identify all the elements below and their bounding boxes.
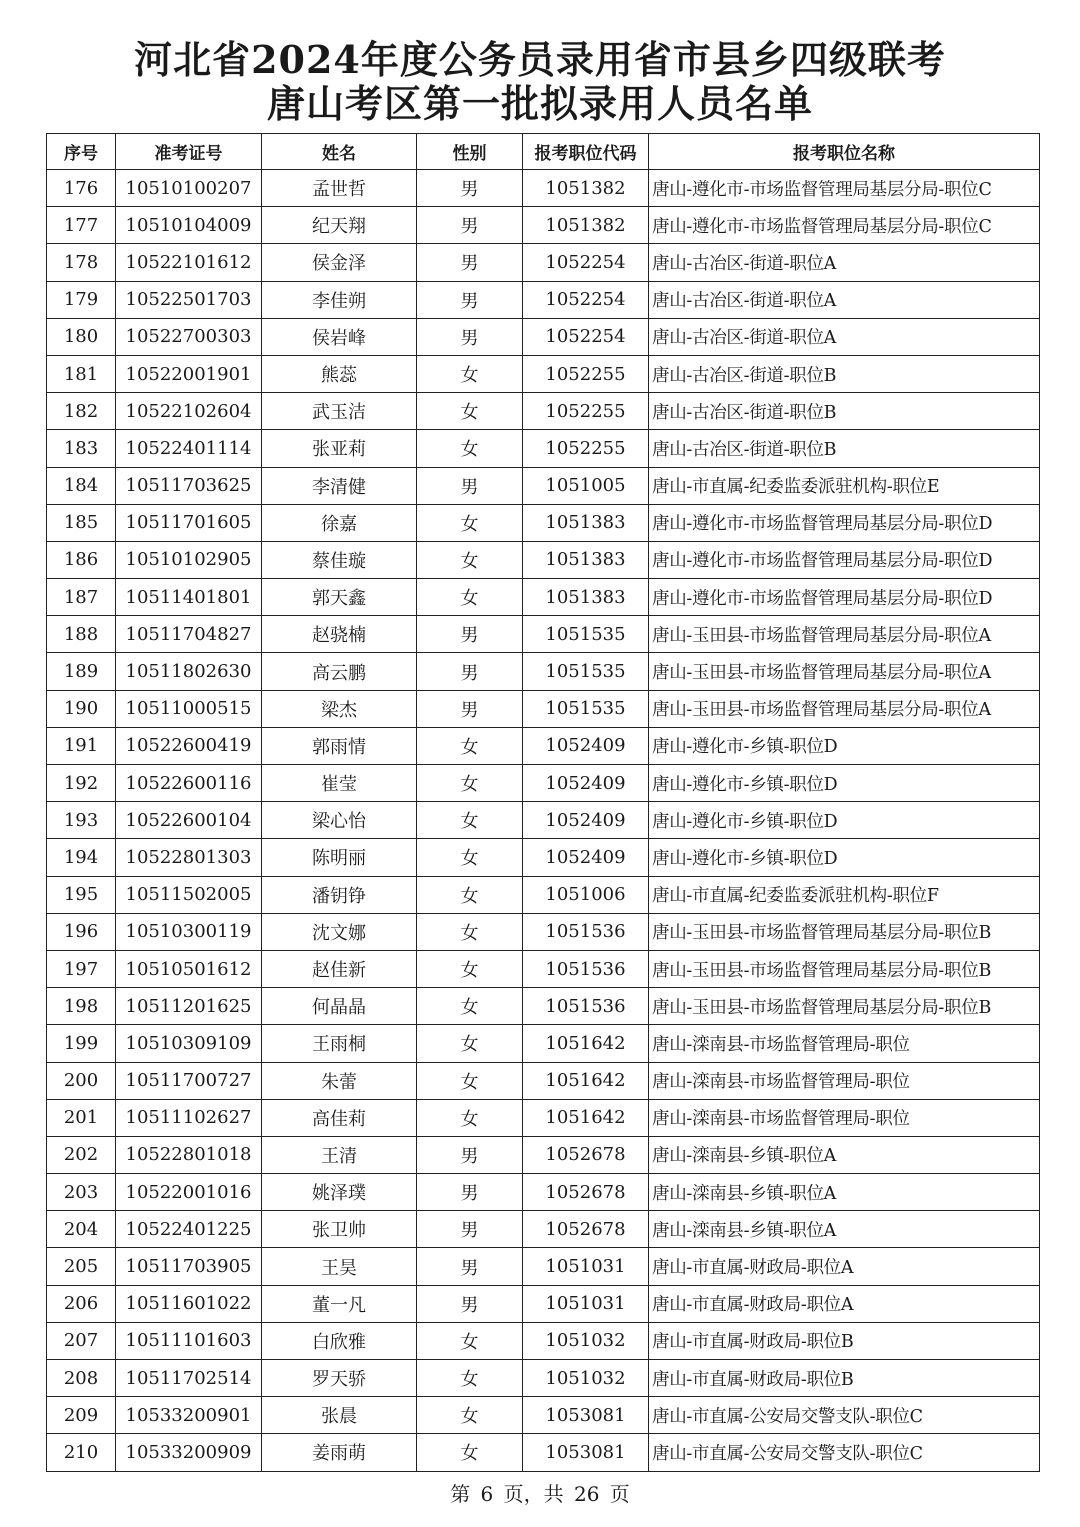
row-name: 赵骁楠 (262, 616, 417, 653)
row-name: 王雨桐 (262, 1025, 417, 1062)
row-position-code: 1051535 (523, 653, 649, 690)
row-seq: 197 (47, 950, 116, 987)
row-position-name: 唐山-古冶区-街道-职位A (649, 281, 1040, 318)
row-position-code: 1051032 (523, 1322, 649, 1359)
table-row (47, 355, 1040, 392)
row-exam-id: 10510309109 (116, 1025, 262, 1062)
row-exam-id: 10510300119 (116, 913, 262, 950)
table-row (47, 802, 1040, 839)
row-position-name: 唐山-遵化市-市场监督管理局基层分局-职位D (649, 579, 1040, 616)
table-row (47, 876, 1040, 913)
row-position-name: 唐山-古冶区-街道-职位A (649, 244, 1040, 281)
row-position-code: 1051642 (523, 1025, 649, 1062)
row-gender: 女 (417, 1099, 523, 1136)
row-exam-id: 10511703905 (116, 1248, 262, 1285)
row-position-name: 唐山-市直属-纪委监委派驻机构-职位F (649, 876, 1040, 913)
row-position-code: 1052255 (523, 430, 649, 467)
table-body (47, 170, 1040, 1472)
row-seq: 210 (47, 1434, 116, 1471)
header-position-code: 报考职位代码 (523, 134, 649, 170)
row-seq: 206 (47, 1285, 116, 1322)
page-title-line1: 河北省2024年度公务员录用省市县乡四级联考 (134, 37, 946, 82)
row-exam-id: 10511502005 (116, 876, 262, 913)
row-seq: 182 (47, 393, 116, 430)
row-exam-id: 10510102905 (116, 541, 262, 578)
row-gender: 女 (417, 802, 523, 839)
row-name: 张晨 (262, 1397, 417, 1434)
row-seq: 198 (47, 988, 116, 1025)
candidates-table (46, 133, 1040, 1472)
row-position-code: 1052409 (523, 802, 649, 839)
row-name: 赵佳新 (262, 950, 417, 987)
row-position-name: 唐山-玉田县-市场监督管理局基层分局-职位A (649, 653, 1040, 690)
row-position-code: 1052409 (523, 839, 649, 876)
row-gender: 女 (417, 430, 523, 467)
row-gender: 男 (417, 1211, 523, 1248)
row-seq: 207 (47, 1322, 116, 1359)
row-seq: 202 (47, 1136, 116, 1173)
row-position-code: 1053081 (523, 1397, 649, 1434)
row-name: 高云鹏 (262, 653, 417, 690)
row-gender: 男 (417, 281, 523, 318)
row-exam-id: 10522401225 (116, 1211, 262, 1248)
row-seq: 199 (47, 1025, 116, 1062)
table-row (47, 170, 1040, 207)
row-exam-id: 10522600104 (116, 802, 262, 839)
table-row (47, 690, 1040, 727)
row-name: 武玉洁 (262, 393, 417, 430)
row-gender: 女 (417, 876, 523, 913)
row-name: 何晶晶 (262, 988, 417, 1025)
table-row (47, 1211, 1040, 1248)
row-position-name: 唐山-滦南县-市场监督管理局-职位 (649, 1025, 1040, 1062)
row-exam-id: 10522001016 (116, 1174, 262, 1211)
row-exam-id: 10533200901 (116, 1397, 262, 1434)
page-footer: 第 6 页，共 26 页 (450, 1482, 630, 1506)
table-row (47, 988, 1040, 1025)
row-seq: 178 (47, 244, 116, 281)
table-row (47, 541, 1040, 578)
row-position-name: 唐山-市直属-财政局-职位B (649, 1322, 1040, 1359)
row-position-code: 1052678 (523, 1211, 649, 1248)
table-row (47, 1099, 1040, 1136)
row-position-code: 1051383 (523, 504, 649, 541)
row-exam-id: 10511601022 (116, 1285, 262, 1322)
row-name: 王清 (262, 1136, 417, 1173)
row-name: 李清健 (262, 467, 417, 504)
row-position-name: 唐山-古冶区-街道-职位B (649, 355, 1040, 392)
row-position-name: 唐山-遵化市-乡镇-职位D (649, 802, 1040, 839)
row-seq: 186 (47, 541, 116, 578)
row-position-name: 唐山-古冶区-街道-职位A (649, 318, 1040, 355)
row-position-code: 1052255 (523, 355, 649, 392)
row-gender: 女 (417, 1062, 523, 1099)
row-seq: 204 (47, 1211, 116, 1248)
row-exam-id: 10511401801 (116, 579, 262, 616)
row-name: 徐嘉 (262, 504, 417, 541)
row-gender: 女 (417, 950, 523, 987)
row-seq: 187 (47, 579, 116, 616)
row-position-code: 1051032 (523, 1360, 649, 1397)
row-gender: 男 (417, 318, 523, 355)
table-row (47, 913, 1040, 950)
row-exam-id: 10533200909 (116, 1434, 262, 1471)
table-row (47, 467, 1040, 504)
row-position-name: 唐山-市直属-公安局交警支队-职位C (649, 1397, 1040, 1434)
row-name: 潘钥铮 (262, 876, 417, 913)
row-position-name: 唐山-遵化市-乡镇-职位D (649, 765, 1040, 802)
row-seq: 192 (47, 765, 116, 802)
row-gender: 女 (417, 541, 523, 578)
row-name: 沈文娜 (262, 913, 417, 950)
row-position-name: 唐山-遵化市-乡镇-职位D (649, 839, 1040, 876)
row-seq: 179 (47, 281, 116, 318)
row-name: 张卫帅 (262, 1211, 417, 1248)
table-row (47, 1062, 1040, 1099)
row-seq: 196 (47, 913, 116, 950)
row-gender: 女 (417, 988, 523, 1025)
table-row (47, 1248, 1040, 1285)
row-exam-id: 10522801018 (116, 1136, 262, 1173)
row-gender: 男 (417, 207, 523, 244)
row-gender: 女 (417, 579, 523, 616)
row-position-code: 1051006 (523, 876, 649, 913)
row-position-name: 唐山-古冶区-街道-职位B (649, 430, 1040, 467)
table-header-row (47, 134, 1040, 170)
row-name: 董一凡 (262, 1285, 417, 1322)
row-position-code: 1051383 (523, 579, 649, 616)
row-exam-id: 10511201625 (116, 988, 262, 1025)
row-name: 白欣雅 (262, 1322, 417, 1359)
table-row (47, 1434, 1040, 1471)
row-seq: 205 (47, 1248, 116, 1285)
row-name: 高佳莉 (262, 1099, 417, 1136)
row-gender: 女 (417, 1360, 523, 1397)
row-gender: 女 (417, 393, 523, 430)
table-row (47, 504, 1040, 541)
row-position-name: 唐山-市直属-财政局-职位A (649, 1248, 1040, 1285)
row-position-name: 唐山-滦南县-乡镇-职位A (649, 1174, 1040, 1211)
row-seq: 184 (47, 467, 116, 504)
header-exam-id: 准考证号 (116, 134, 262, 170)
row-position-name: 唐山-滦南县-乡镇-职位A (649, 1211, 1040, 1248)
row-exam-id: 10511701605 (116, 504, 262, 541)
row-exam-id: 10511704827 (116, 616, 262, 653)
table-row (47, 950, 1040, 987)
row-name: 蔡佳璇 (262, 541, 417, 578)
table-row (47, 1285, 1040, 1322)
row-position-name: 唐山-遵化市-市场监督管理局基层分局-职位D (649, 541, 1040, 578)
row-position-name: 唐山-滦南县-市场监督管理局-职位 (649, 1062, 1040, 1099)
row-exam-id: 10522600419 (116, 727, 262, 764)
row-gender: 男 (417, 1174, 523, 1211)
row-position-code: 1052409 (523, 727, 649, 764)
row-exam-id: 10522101612 (116, 244, 262, 281)
row-gender: 女 (417, 1397, 523, 1434)
row-position-code: 1051536 (523, 950, 649, 987)
row-name: 侯金泽 (262, 244, 417, 281)
row-name: 孟世哲 (262, 170, 417, 207)
row-seq: 194 (47, 839, 116, 876)
table-row (47, 1174, 1040, 1211)
row-gender: 女 (417, 355, 523, 392)
row-seq: 181 (47, 355, 116, 392)
row-position-code: 1052254 (523, 318, 649, 355)
row-exam-id: 10522102604 (116, 393, 262, 430)
header-gender: 性别 (417, 134, 523, 170)
row-position-name: 唐山-遵化市-市场监督管理局基层分局-职位D (649, 504, 1040, 541)
row-seq: 176 (47, 170, 116, 207)
row-exam-id: 10511000515 (116, 690, 262, 727)
row-seq: 185 (47, 504, 116, 541)
row-seq: 209 (47, 1397, 116, 1434)
row-position-code: 1051536 (523, 988, 649, 1025)
row-name: 侯岩峰 (262, 318, 417, 355)
row-position-code: 1052678 (523, 1174, 649, 1211)
row-seq: 183 (47, 430, 116, 467)
row-exam-id: 10511101603 (116, 1322, 262, 1359)
table-row (47, 1397, 1040, 1434)
table-row (47, 430, 1040, 467)
row-gender: 女 (417, 504, 523, 541)
row-position-code: 1051642 (523, 1099, 649, 1136)
row-position-name: 唐山-玉田县-市场监督管理局基层分局-职位B (649, 988, 1040, 1025)
row-position-name: 唐山-市直属-公安局交警支队-职位C (649, 1434, 1040, 1471)
row-exam-id: 10511102627 (116, 1099, 262, 1136)
row-position-name: 唐山-玉田县-市场监督管理局基层分局-职位A (649, 616, 1040, 653)
row-gender: 男 (417, 244, 523, 281)
row-position-name: 唐山-玉田县-市场监督管理局基层分局-职位B (649, 913, 1040, 950)
row-position-code: 1053081 (523, 1434, 649, 1471)
table-row (47, 207, 1040, 244)
row-gender: 女 (417, 839, 523, 876)
row-position-code: 1052255 (523, 393, 649, 430)
table-row (47, 653, 1040, 690)
row-seq: 177 (47, 207, 116, 244)
row-position-name: 唐山-遵化市-市场监督管理局基层分局-职位C (649, 207, 1040, 244)
row-name: 崔莹 (262, 765, 417, 802)
row-exam-id: 10511802630 (116, 653, 262, 690)
row-gender: 男 (417, 1136, 523, 1173)
row-position-code: 1051005 (523, 467, 649, 504)
row-seq: 203 (47, 1174, 116, 1211)
header-position-name: 报考职位名称 (649, 134, 1040, 170)
row-gender: 男 (417, 690, 523, 727)
row-position-code: 1051535 (523, 616, 649, 653)
row-gender: 女 (417, 727, 523, 764)
row-name: 郭雨情 (262, 727, 417, 764)
row-position-name: 唐山-遵化市-市场监督管理局基层分局-职位C (649, 170, 1040, 207)
row-gender: 男 (417, 653, 523, 690)
row-seq: 208 (47, 1360, 116, 1397)
row-position-name: 唐山-市直属-纪委监委派驻机构-职位E (649, 467, 1040, 504)
row-exam-id: 10522401114 (116, 430, 262, 467)
row-seq: 188 (47, 616, 116, 653)
page-title-line2: 唐山考区第一批拟录用人员名单 (266, 81, 813, 126)
row-gender: 女 (417, 913, 523, 950)
row-gender: 女 (417, 765, 523, 802)
row-exam-id: 10511703625 (116, 467, 262, 504)
row-exam-id: 10522001901 (116, 355, 262, 392)
row-position-code: 1051031 (523, 1285, 649, 1322)
table-row (47, 579, 1040, 616)
row-position-name: 唐山-市直属-财政局-职位A (649, 1285, 1040, 1322)
table-row (47, 1025, 1040, 1062)
row-name: 朱蕾 (262, 1062, 417, 1099)
row-name: 罗天骄 (262, 1360, 417, 1397)
row-name: 梁杰 (262, 690, 417, 727)
table-row (47, 318, 1040, 355)
row-name: 陈明丽 (262, 839, 417, 876)
row-position-code: 1051535 (523, 690, 649, 727)
row-name: 姜雨萌 (262, 1434, 417, 1471)
row-position-name: 唐山-玉田县-市场监督管理局基层分局-职位B (649, 950, 1040, 987)
table-row (47, 1322, 1040, 1359)
row-name: 姚泽璞 (262, 1174, 417, 1211)
row-gender: 女 (417, 1434, 523, 1471)
table-row (47, 727, 1040, 764)
row-position-code: 1051382 (523, 207, 649, 244)
row-seq: 190 (47, 690, 116, 727)
row-gender: 女 (417, 1025, 523, 1062)
row-name: 李佳朔 (262, 281, 417, 318)
row-position-name: 唐山-滦南县-市场监督管理局-职位 (649, 1099, 1040, 1136)
row-name: 王昊 (262, 1248, 417, 1285)
row-position-name: 唐山-玉田县-市场监督管理局基层分局-职位A (649, 690, 1040, 727)
row-seq: 200 (47, 1062, 116, 1099)
row-seq: 193 (47, 802, 116, 839)
row-seq: 195 (47, 876, 116, 913)
row-seq: 201 (47, 1099, 116, 1136)
row-exam-id: 10522600116 (116, 765, 262, 802)
row-position-name: 唐山-滦南县-乡镇-职位A (649, 1136, 1040, 1173)
row-exam-id: 10511702514 (116, 1360, 262, 1397)
row-position-code: 1052409 (523, 765, 649, 802)
row-position-code: 1051642 (523, 1062, 649, 1099)
row-position-code: 1051536 (523, 913, 649, 950)
row-exam-id: 10522501703 (116, 281, 262, 318)
row-name: 梁心怡 (262, 802, 417, 839)
row-name: 郭天鑫 (262, 579, 417, 616)
row-position-code: 1051031 (523, 1248, 649, 1285)
row-position-code: 1052678 (523, 1136, 649, 1173)
row-gender: 男 (417, 1248, 523, 1285)
row-name: 张亚莉 (262, 430, 417, 467)
row-exam-id: 10522700303 (116, 318, 262, 355)
row-position-name: 唐山-市直属-财政局-职位B (649, 1360, 1040, 1397)
row-position-code: 1051383 (523, 541, 649, 578)
table-row (47, 1136, 1040, 1173)
row-exam-id: 10510100207 (116, 170, 262, 207)
table-row (47, 244, 1040, 281)
row-gender: 男 (417, 1285, 523, 1322)
table-row (47, 393, 1040, 430)
table-row (47, 281, 1040, 318)
table-row (47, 765, 1040, 802)
row-gender: 男 (417, 616, 523, 653)
row-position-name: 唐山-遵化市-乡镇-职位D (649, 727, 1040, 764)
row-exam-id: 10511700727 (116, 1062, 262, 1099)
row-gender: 女 (417, 1322, 523, 1359)
row-position-code: 1052254 (523, 244, 649, 281)
row-position-code: 1052254 (523, 281, 649, 318)
row-gender: 男 (417, 467, 523, 504)
row-seq: 189 (47, 653, 116, 690)
header-seq: 序号 (47, 134, 116, 170)
row-seq: 191 (47, 727, 116, 764)
row-name: 熊蕊 (262, 355, 417, 392)
row-gender: 男 (417, 170, 523, 207)
row-exam-id: 10510501612 (116, 950, 262, 987)
row-name: 纪天翔 (262, 207, 417, 244)
row-exam-id: 10522801303 (116, 839, 262, 876)
row-position-name: 唐山-古冶区-街道-职位B (649, 393, 1040, 430)
row-exam-id: 10510104009 (116, 207, 262, 244)
table-row (47, 1360, 1040, 1397)
table-row (47, 616, 1040, 653)
header-name: 姓名 (262, 134, 417, 170)
row-seq: 180 (47, 318, 116, 355)
row-position-code: 1051382 (523, 170, 649, 207)
table-row (47, 839, 1040, 876)
